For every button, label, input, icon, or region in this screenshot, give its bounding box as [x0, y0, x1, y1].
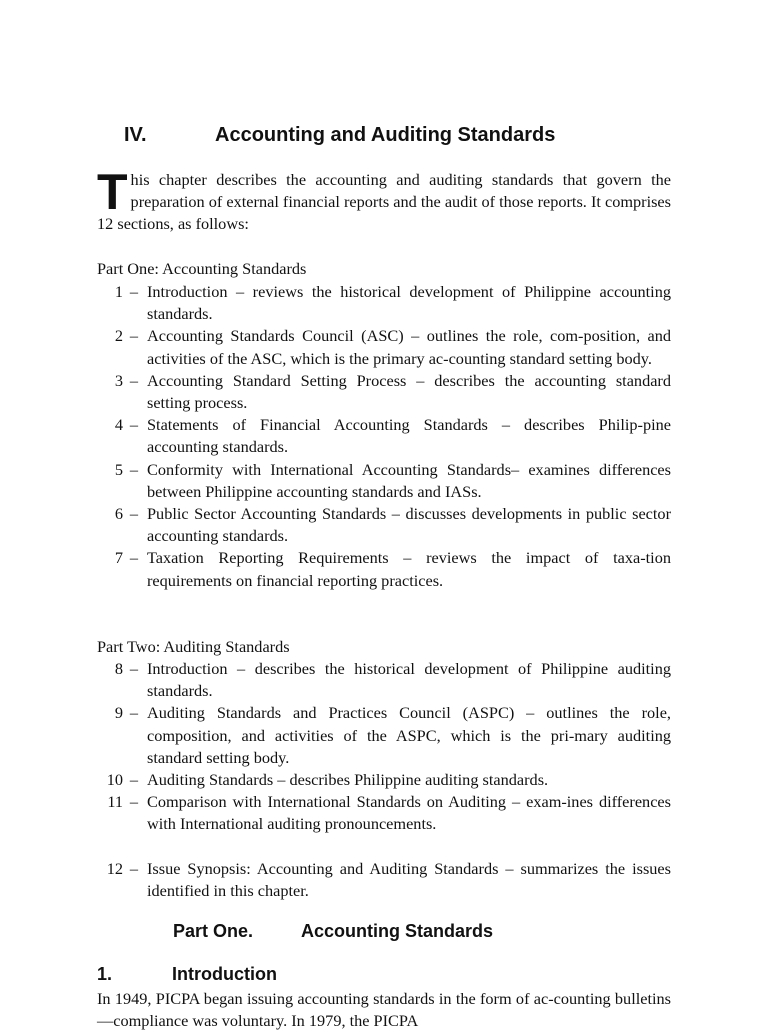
intro-paragraph	[97, 164, 671, 235]
toc-item	[97, 370, 671, 414]
toc-item-number: 3	[114, 370, 123, 390]
toc-item-number: 10	[106, 770, 123, 790]
part-heading-label: Part One.	[173, 921, 254, 941]
toc-item-number: 4	[114, 415, 123, 435]
toc-item-dash: –	[129, 659, 139, 678]
toc-item-number: 2	[114, 326, 123, 346]
toc-item-number: 12	[106, 859, 123, 878]
toc-item	[97, 769, 671, 791]
toc-item	[97, 414, 671, 458]
toc-item	[97, 658, 671, 702]
toc-item-text: Auditing Standards – describes Philippine auditing standards.	[147, 770, 549, 790]
part-heading	[173, 919, 493, 943]
section-title: Introduction	[172, 964, 277, 984]
intro-text: his chapter describes the accounting and auditing standards that govern the preparation of external financial reports and the audit of those reports. It comprises 12 sections, as follows:	[97, 170, 671, 233]
toc-item-text: Introduction – reviews the historical development of Philippine accounting standards.	[147, 282, 671, 324]
toc-item-number: 6	[114, 504, 123, 524]
toc-item	[97, 547, 671, 591]
part-heading-title: Accounting Standards	[301, 921, 494, 941]
toc-item-number: 9	[114, 703, 123, 723]
toc-item-number: 5	[114, 459, 123, 479]
chapter-number: IV.	[124, 124, 147, 146]
chapter-title: Accounting and Auditing Standards	[215, 124, 556, 146]
toc-item-text: Conformity with International Accounting Standards– examines differences between Philippine accounting standards and IASs.	[147, 459, 671, 501]
toc-item-text: Accounting Standards Council (ASC) – outlines the role, com-position, and activities of the ASC, which is the primary ac-counting standard setting body.	[147, 326, 671, 368]
part-one-label: Part One: Accounting Standards	[97, 259, 307, 278]
toc-item-dash: –	[129, 370, 139, 390]
toc-item-number: 1	[114, 282, 123, 301]
toc-item-number: 8	[114, 659, 123, 678]
toc-item-dash: –	[129, 326, 139, 346]
part-one-list	[97, 281, 671, 592]
toc-item-text: Statements of Financial Accounting Standards – describes Philip-pine accounting standards.	[147, 415, 671, 457]
toc-item-dash: –	[129, 703, 139, 723]
part-two-label: Part Two: Auditing Standards	[97, 637, 290, 656]
toc-item-text: Issue Synopsis: Accounting and Auditing Standards – summarizes the issues identified in this chapter.	[147, 859, 671, 901]
toc-item-dash: –	[129, 415, 139, 435]
toc-item-number: 7	[114, 548, 123, 568]
toc-item	[97, 281, 671, 325]
toc-item-dash: –	[129, 859, 139, 878]
toc-item	[97, 702, 671, 769]
toc-item-text: Comparison with International Standards on Auditing – exam-ines differences with International auditing pronouncements.	[147, 792, 671, 834]
section-number: 1.	[97, 964, 113, 984]
toc-item-dash: –	[129, 548, 139, 568]
chapter-heading	[124, 122, 555, 148]
toc-item-dash: –	[129, 282, 139, 301]
toc-item-text: Taxation Reporting Requirements – reviews the impact of taxa-tion requirements on financial reporting practices.	[147, 548, 671, 590]
toc-item-dash: –	[129, 792, 139, 812]
toc-item	[97, 459, 671, 503]
toc-item-dash: –	[129, 770, 139, 790]
toc-item-dash: –	[129, 459, 139, 479]
toc-item-dash: –	[129, 504, 139, 524]
toc-item	[97, 858, 671, 902]
part-two-list	[97, 658, 671, 836]
toc-item	[97, 325, 671, 369]
toc-item	[97, 791, 671, 835]
toc-item-text: Introduction – describes the historical development of Philippine auditing standards.	[147, 659, 671, 701]
toc-item-text: Accounting Standard Setting Process – describes the accounting standard setting process.	[147, 370, 671, 413]
toc-item-text: Auditing Standards and Practices Council (ASPC) – outlines the role, composition, and activities of the ASPC, which is the pri-mary auditing standard setting body.	[147, 703, 671, 767]
toc-item-number: 11	[107, 792, 123, 812]
drop-cap: T	[97, 164, 128, 220]
toc-item-text: Public Sector Accounting Standards – discusses developments in public sector accounting standards.	[147, 504, 671, 546]
section-paragraph: In 1949, PICPA began issuing accounting standards in the form of ac-counting bulletins—compliance was voluntary. In 1979, the PICPA	[97, 989, 671, 1030]
toc-item	[97, 503, 671, 547]
section-heading	[97, 962, 277, 986]
summary-list	[97, 858, 671, 902]
